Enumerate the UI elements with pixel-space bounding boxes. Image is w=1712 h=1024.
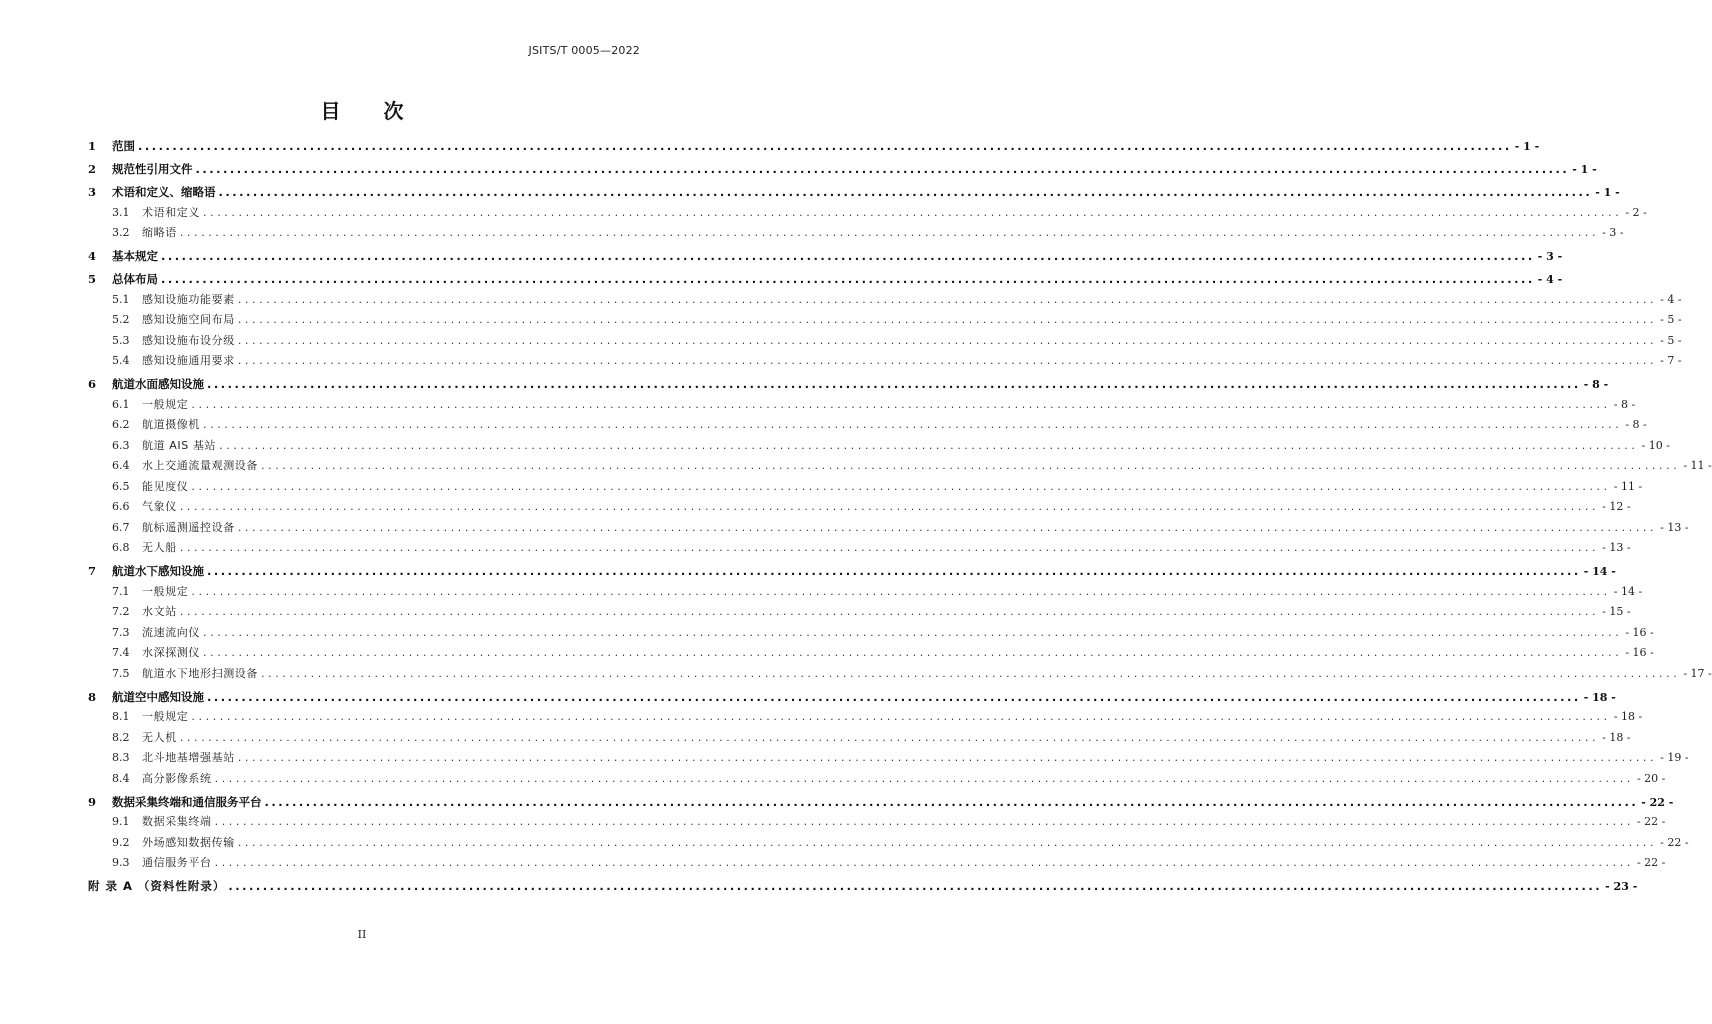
toc-entry-subsection[interactable] <box>88 456 1712 477</box>
toc-entry-page: - 14 - <box>1613 584 1643 598</box>
toc-entry-number: 6.7 <box>112 520 130 534</box>
toc-entry-number: 4 <box>88 249 97 263</box>
toc-entry-title: 通信服务平台 <box>142 856 212 869</box>
toc-entry-number: 6.1 <box>112 397 130 411</box>
toc-entry-subsection[interactable] <box>88 812 1666 833</box>
toc-entry-number: 7 <box>88 564 97 578</box>
toc-dot-leader: ........................................................................................................................................................................................................ <box>203 205 1623 219</box>
toc-dot-leader: ........................................................................................................................................................................................................ <box>179 541 1600 554</box>
toc-dot-leader: ........................................................................................................................................................................................................ <box>179 226 1600 239</box>
toc-dot-leader: ........................................................................................................................................................................................................ <box>237 520 1658 534</box>
toc-entry-subsection[interactable] <box>88 290 1682 311</box>
toc-dot-leader: ........................................................................................................................................................................................................ <box>237 751 1658 764</box>
toc-dot-leader: ........................................................................................................................................................................................................ <box>207 689 1581 704</box>
toc-entry-page: - 19 - <box>1660 751 1689 764</box>
toc-entry-number: 9.3 <box>112 856 130 869</box>
toc-entry-title: 航道水下地形扫测设备 <box>142 666 258 680</box>
toc-entry-number: 5.4 <box>112 354 130 367</box>
toc-entry-subsection[interactable] <box>88 497 1631 518</box>
toc-entry-page: - 5 - <box>1660 313 1682 326</box>
toc-entry-page: - 11 - <box>1613 479 1643 493</box>
toc-entry-subsection[interactable] <box>88 707 1643 728</box>
toc-entry-number: 5.1 <box>112 292 130 306</box>
toc-dot-leader: ........................................................................................................................................................................................................ <box>237 313 1658 326</box>
table-of-contents <box>88 136 1712 897</box>
toc-entry-subsection[interactable] <box>88 769 1666 790</box>
toc-entry-page: - 17 - <box>1683 666 1712 680</box>
toc-entry-number: 8.2 <box>112 730 130 744</box>
toc-entry-page: - 3 - <box>1602 226 1624 239</box>
toc-entry-section[interactable] <box>88 182 1620 203</box>
toc-entry-subsection[interactable] <box>88 833 1689 854</box>
toc-dot-leader: ........................................................................................................................................................................................................ <box>237 292 1658 306</box>
toc-entry-title: 感知设施通用要求 <box>142 354 235 367</box>
toc-entry-page: - 8 - <box>1613 397 1636 411</box>
toc-dot-leader: ........................................................................................................................................................................................................ <box>195 162 1570 176</box>
toc-entry-title: 无人船 <box>142 541 177 554</box>
toc-entry-page: - 11 - <box>1683 459 1712 472</box>
toc-entry-section[interactable] <box>88 136 1540 157</box>
toc-entry-title: 一般规定 <box>142 584 189 598</box>
toc-entry-title: 水上交通流量观测设备 <box>142 459 258 472</box>
toc-entry-page: - 7 - <box>1660 354 1682 367</box>
toc-entry-subsection[interactable] <box>88 415 1647 436</box>
toc-entry-title: 航标遥测遥控设备 <box>142 520 235 534</box>
toc-entry-page: - 16 - <box>1625 646 1654 659</box>
toc-entry-subsection[interactable] <box>88 728 1631 749</box>
toc-entry-page: - 18 - <box>1613 710 1643 723</box>
toc-entry-subsection[interactable] <box>88 748 1689 769</box>
toc-entry-page: - 1 - <box>1595 186 1620 199</box>
toc-entry-section[interactable] <box>88 876 1638 897</box>
toc-entry-title: 航道空中感知设施 <box>112 689 204 704</box>
toc-entry-section[interactable] <box>88 159 1597 180</box>
toc-entry-title: 水深探测仪 <box>142 646 200 659</box>
toc-entry-title: 航道水下感知设施 <box>112 564 204 578</box>
toc-entry-page: - 10 - <box>1641 438 1670 452</box>
toc-dot-leader: ........................................................................................................................................................................................................ <box>191 397 1611 411</box>
toc-dot-leader: ........................................................................................................................................................................................................ <box>218 185 1593 199</box>
toc-entry-number: 1 <box>88 139 97 153</box>
toc-entry-subsection[interactable] <box>88 477 1643 498</box>
toc-dot-leader: ........................................................................................................................................................................................................ <box>261 459 1681 472</box>
toc-entry-title: 高分影像系统 <box>142 771 212 785</box>
toc-entry-subsection[interactable] <box>88 582 1643 603</box>
toc-dot-leader: ........................................................................................................................................................................................................ <box>219 438 1639 452</box>
toc-dot-leader: ........................................................................................................................................................................................................ <box>237 333 1658 347</box>
toc-entry-page: - 14 - <box>1583 565 1616 578</box>
toc-entry-title: 感知设施布设分级 <box>142 333 235 347</box>
toc-dot-leader: ........................................................................................................................................................................................................ <box>214 856 1634 869</box>
toc-dot-leader: ........................................................................................................................................................................................................ <box>191 584 1611 598</box>
toc-entry-number: 8.4 <box>112 771 130 785</box>
toc-entry-page: - 3 - <box>1537 250 1563 263</box>
toc-entry-page: - 1 - <box>1514 140 1540 153</box>
toc-dot-leader: ........................................................................................................................................................................................................ <box>214 771 1634 785</box>
toc-entry-title: 基本规定 <box>112 249 158 263</box>
toc-entry-section[interactable] <box>88 687 1616 708</box>
toc-dot-leader: ........................................................................................................................................................................................................ <box>203 646 1623 659</box>
page-number: II <box>357 928 367 941</box>
toc-entry-subsection[interactable] <box>88 331 1682 352</box>
toc-entry-title: 水文站 <box>142 605 177 618</box>
toc-entry-subsection[interactable] <box>88 395 1636 416</box>
toc-entry-page: - 16 - <box>1625 625 1654 639</box>
toc-entry-number: 7.4 <box>112 646 130 659</box>
toc-entry-number: 8 <box>88 689 97 704</box>
toc-dot-leader: ........................................................................................................................................................................................................ <box>261 666 1681 680</box>
toc-entry-number: 9 <box>88 794 97 809</box>
toc-entry-page: - 18 - <box>1602 730 1631 744</box>
toc-entry-section[interactable] <box>88 561 1616 582</box>
toc-entry-title: 感知设施功能要素 <box>142 292 235 306</box>
toc-entry-number: 8.1 <box>112 710 130 723</box>
toc-entry-title: 范围 <box>112 139 135 153</box>
toc-entry-section[interactable] <box>88 792 1674 813</box>
toc-dot-leader: ........................................................................................................................................................................................................ <box>138 139 1512 153</box>
toc-entry-page: - 23 - <box>1605 880 1638 893</box>
toc-entry-number: 9.1 <box>112 815 130 828</box>
toc-entry-number: 8.3 <box>112 751 130 764</box>
toc-dot-leader: ........................................................................................................................................................................................................ <box>203 418 1623 431</box>
toc-entry-page: - 22 - <box>1636 856 1666 869</box>
toc-entry-title: 感知设施空间布局 <box>142 313 235 326</box>
toc-entry-subsection[interactable] <box>88 436 1670 457</box>
toc-entry-subsection[interactable] <box>88 623 1654 644</box>
toc-entry-title: 能见度仪 <box>142 479 189 493</box>
toc-entry-number: 6.2 <box>112 418 130 431</box>
toc-entry-title: 气象仪 <box>142 500 177 513</box>
toc-entry-subsection[interactable] <box>88 518 1689 539</box>
toc-entry-page: - 22 - <box>1641 795 1674 809</box>
toc-entry-page: - 22 - <box>1636 815 1666 828</box>
toc-dot-leader: ........................................................................................................................................................................................................ <box>237 354 1658 367</box>
toc-entry-page: - 13 - <box>1602 541 1631 554</box>
toc-entry-page: - 2 - <box>1625 205 1647 219</box>
toc-entry-subsection[interactable] <box>88 203 1647 224</box>
toc-entry-title: 规范性引用文件 <box>112 162 193 176</box>
toc-entry-section[interactable] <box>88 246 1563 267</box>
toc-entry-subsection[interactable] <box>88 602 1631 623</box>
toc-entry-page: - 12 - <box>1602 500 1631 513</box>
toc-entry-page: - 8 - <box>1625 418 1647 431</box>
toc-entry-page: - 22 - <box>1660 835 1689 849</box>
toc-dot-leader: ........................................................................................................................................................................................................ <box>214 815 1634 828</box>
toc-entry-number: 7.2 <box>112 605 130 618</box>
toc-entry-title: 数据采集终端 <box>142 815 212 828</box>
toc-entry-number: 2 <box>88 162 97 176</box>
toc-entry-subsection[interactable] <box>88 310 1682 331</box>
toc-title: 目 次 <box>320 99 422 123</box>
toc-dot-leader: ........................................................................................................................................................................................................ <box>264 794 1639 809</box>
toc-entry-title: 一般规定 <box>142 710 189 723</box>
toc-entry-section[interactable] <box>88 374 1609 395</box>
toc-dot-leader: ........................................................................................................................................................................................................ <box>191 710 1611 723</box>
toc-dot-leader: ........................................................................................................................................................................................................ <box>179 500 1600 513</box>
toc-entry-title: 航道水面感知设施 <box>112 377 204 391</box>
toc-entry-number: 6 <box>88 377 97 391</box>
toc-entry-section[interactable] <box>88 269 1563 290</box>
toc-entry-subsection[interactable] <box>88 853 1666 874</box>
toc-dot-leader: ........................................................................................................................................................................................................ <box>237 835 1658 849</box>
toc-dot-leader: ........................................................................................................................................................................................................ <box>161 249 1535 263</box>
toc-entry-title: 总体布局 <box>112 272 158 286</box>
toc-entry-page: - 4 - <box>1660 292 1682 306</box>
toc-dot-leader: ........................................................................................................................................................................................................ <box>228 879 1603 893</box>
toc-entry-number: 7.1 <box>112 584 130 598</box>
toc-entry-number: 6.8 <box>112 541 130 554</box>
document-code: JSITS/T 0005—2022 <box>528 44 640 57</box>
toc-entry-title: 数据采集终端和通信服务平台 <box>112 794 262 809</box>
toc-dot-leader: ........................................................................................................................................................................................................ <box>161 272 1535 286</box>
toc-entry-number: 7.3 <box>112 625 130 639</box>
toc-entry-page: - 13 - <box>1660 520 1689 534</box>
toc-entry-page: - 18 - <box>1583 690 1616 704</box>
toc-entry-number: 6.6 <box>112 500 130 513</box>
toc-dot-leader: ........................................................................................................................................................................................................ <box>207 377 1581 391</box>
toc-dot-leader: ........................................................................................................................................................................................................ <box>207 564 1581 578</box>
toc-entry-number: 5.2 <box>112 313 130 326</box>
toc-entry-page: - 5 - <box>1660 333 1682 347</box>
toc-entry-title: 航道摄像机 <box>142 418 200 431</box>
toc-entry-number: 3.1 <box>112 205 130 219</box>
toc-entry-subsection[interactable] <box>88 664 1712 685</box>
toc-entry-page: - 20 - <box>1636 771 1666 785</box>
toc-dot-leader: ........................................................................................................................................................................................................ <box>203 625 1623 639</box>
toc-entry-subsection[interactable] <box>88 538 1631 559</box>
toc-entry-subsection[interactable] <box>88 351 1682 372</box>
toc-entry-number: 5.3 <box>112 333 130 347</box>
toc-entry-title: 缩略语 <box>142 226 177 239</box>
toc-entry-subsection[interactable] <box>88 223 1624 244</box>
toc-entry-title: 术语和定义 <box>142 205 200 219</box>
toc-dot-leader: ........................................................................................................................................................................................................ <box>191 479 1611 493</box>
toc-dot-leader: ........................................................................................................................................................................................................ <box>179 605 1600 618</box>
toc-entry-title: 航道 AIS 基站 <box>142 438 217 452</box>
toc-entry-page: - 4 - <box>1537 273 1563 286</box>
toc-entry-title: 无人机 <box>142 730 177 744</box>
toc-entry-title: 一般规定 <box>142 397 189 411</box>
toc-entry-title: 附 录 A （资料性附录） <box>88 879 226 893</box>
toc-entry-title: 外场感知数据传输 <box>142 835 235 849</box>
toc-dot-leader: ........................................................................................................................................................................................................ <box>179 730 1600 744</box>
toc-entry-title: 北斗地基增强基站 <box>142 751 235 764</box>
toc-entry-subsection[interactable] <box>88 643 1654 664</box>
toc-entry-number: 5 <box>88 272 97 286</box>
toc-entry-number: 9.2 <box>112 835 130 849</box>
toc-entry-title: 术语和定义、缩略语 <box>112 185 216 199</box>
toc-entry-page: - 1 - <box>1572 163 1597 176</box>
toc-entry-page: - 15 - <box>1602 605 1631 618</box>
toc-entry-page: - 8 - <box>1583 378 1609 391</box>
toc-entry-number: 6.4 <box>112 459 130 472</box>
toc-entry-number: 3 <box>88 185 97 199</box>
toc-entry-title: 流速流向仪 <box>142 625 200 639</box>
toc-entry-number: 7.5 <box>112 666 130 680</box>
toc-entry-number: 6.3 <box>112 438 130 452</box>
toc-entry-number: 3.2 <box>112 226 130 239</box>
toc-entry-number: 6.5 <box>112 479 130 493</box>
